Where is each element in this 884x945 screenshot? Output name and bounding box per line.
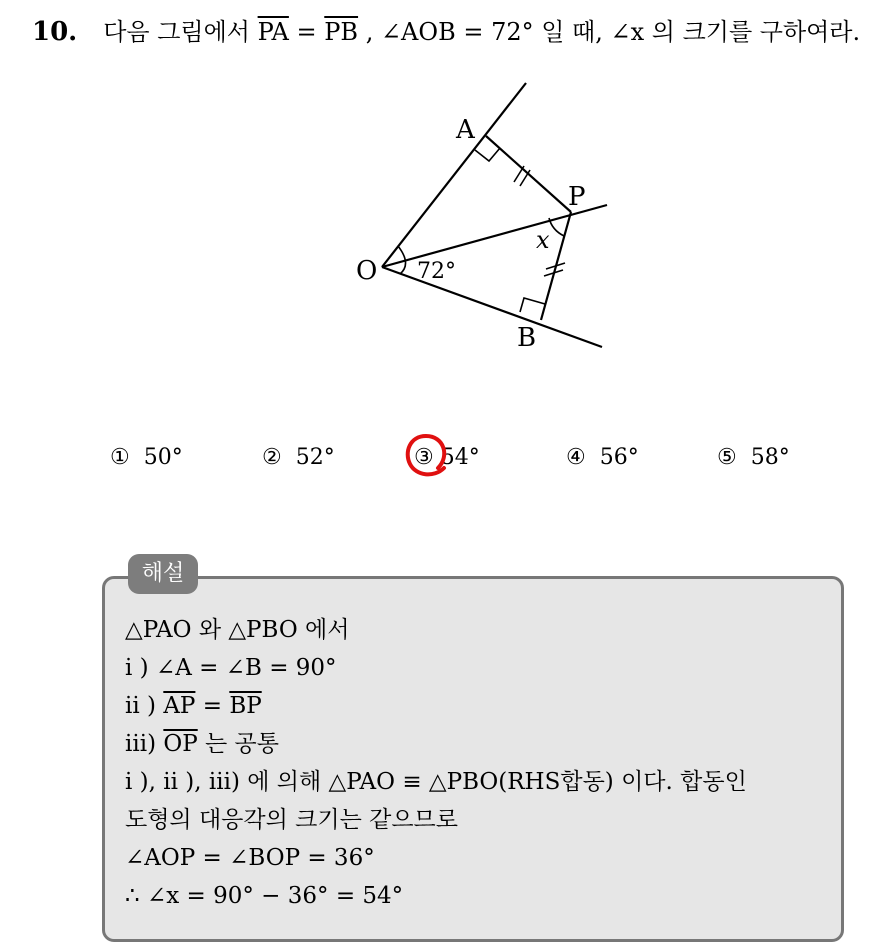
- choice-3-value: 54°: [440, 445, 480, 470]
- ray-oa: [382, 83, 526, 267]
- solution-line-2: i ) ∠A = ∠B = 90°: [125, 655, 337, 681]
- label-x: x: [536, 226, 550, 254]
- choice-2-symbol: ②: [262, 445, 282, 470]
- solution-line-1: △PAO 와 △PBO 에서: [125, 617, 350, 643]
- segment-pa: $\overline{PA}$: [257, 18, 289, 46]
- angle-label-72: 72°: [417, 259, 456, 284]
- segment-op-solution: $\overline{OP}$: [163, 731, 198, 757]
- label-b: B: [517, 323, 537, 353]
- solution-line-3: [125, 688, 262, 724]
- question-text-after: , ∠AOB = 72° 일 때, ∠x 의 크기를 구하여라.: [358, 18, 861, 46]
- solution-line-4: [125, 726, 279, 762]
- solution-line-3-eq: =: [195, 693, 230, 719]
- geometry-figure: [0, 0, 884, 420]
- equals-sign: =: [288, 18, 325, 46]
- choice-2[interactable]: [262, 440, 335, 476]
- solution-line-3-prefix: ii ): [125, 693, 164, 719]
- choice-4[interactable]: [566, 440, 639, 476]
- tick-mark-ap-1: [514, 166, 524, 182]
- answer-circle-mark: [400, 430, 452, 482]
- label-o: O: [356, 256, 378, 286]
- ray-ob: [382, 267, 602, 347]
- choice-2-value: 52°: [295, 445, 335, 470]
- question-text-before: 다음 그림에서: [103, 18, 258, 46]
- choice-1-value: 50°: [143, 445, 183, 470]
- solution-line-7: ∠AOP = ∠BOP = 36°: [125, 845, 375, 871]
- solution-badge: 해설: [128, 554, 198, 594]
- solution-line-6: 도형의 대응각의 크기는 같으므로: [125, 807, 458, 833]
- ray-op: [382, 205, 607, 267]
- segment-ap-solution: $\overline{AP}$: [163, 693, 196, 719]
- angle-arc-aob: [398, 246, 406, 274]
- choice-1-symbol: ①: [110, 445, 130, 470]
- solution-line-8: ∴ ∠x = 90° − 36° = 54°: [125, 883, 404, 909]
- solution-line-4-suffix: 는 공통: [197, 731, 279, 757]
- tick-mark-ap-2: [520, 170, 530, 186]
- choice-1[interactable]: [110, 440, 183, 476]
- choice-4-symbol: ④: [566, 445, 586, 470]
- solution-line-4-prefix: iii): [125, 731, 164, 757]
- segment-bp-solution: $\overline{BP}$: [229, 693, 262, 719]
- choice-5-symbol: ⑤: [717, 445, 737, 470]
- segment-pb: $\overline{PB}$: [324, 18, 359, 46]
- question-number: 10.: [32, 17, 78, 47]
- right-angle-mark-b: [520, 298, 545, 312]
- choice-5-value: 58°: [750, 445, 790, 470]
- choice-5[interactable]: [717, 440, 790, 476]
- right-angle-mark-a: [475, 148, 500, 161]
- choice-4-value: 56°: [599, 445, 639, 470]
- solution-line-5: i ), ii ), iii) 에 의해 △PAO ≡ △PBO(RHS합동) 이다. 합동인: [125, 769, 747, 795]
- label-a: A: [456, 115, 475, 145]
- choice-3-symbol: ③: [414, 445, 434, 470]
- segment-ap: [486, 136, 571, 212]
- label-p: P: [568, 182, 586, 212]
